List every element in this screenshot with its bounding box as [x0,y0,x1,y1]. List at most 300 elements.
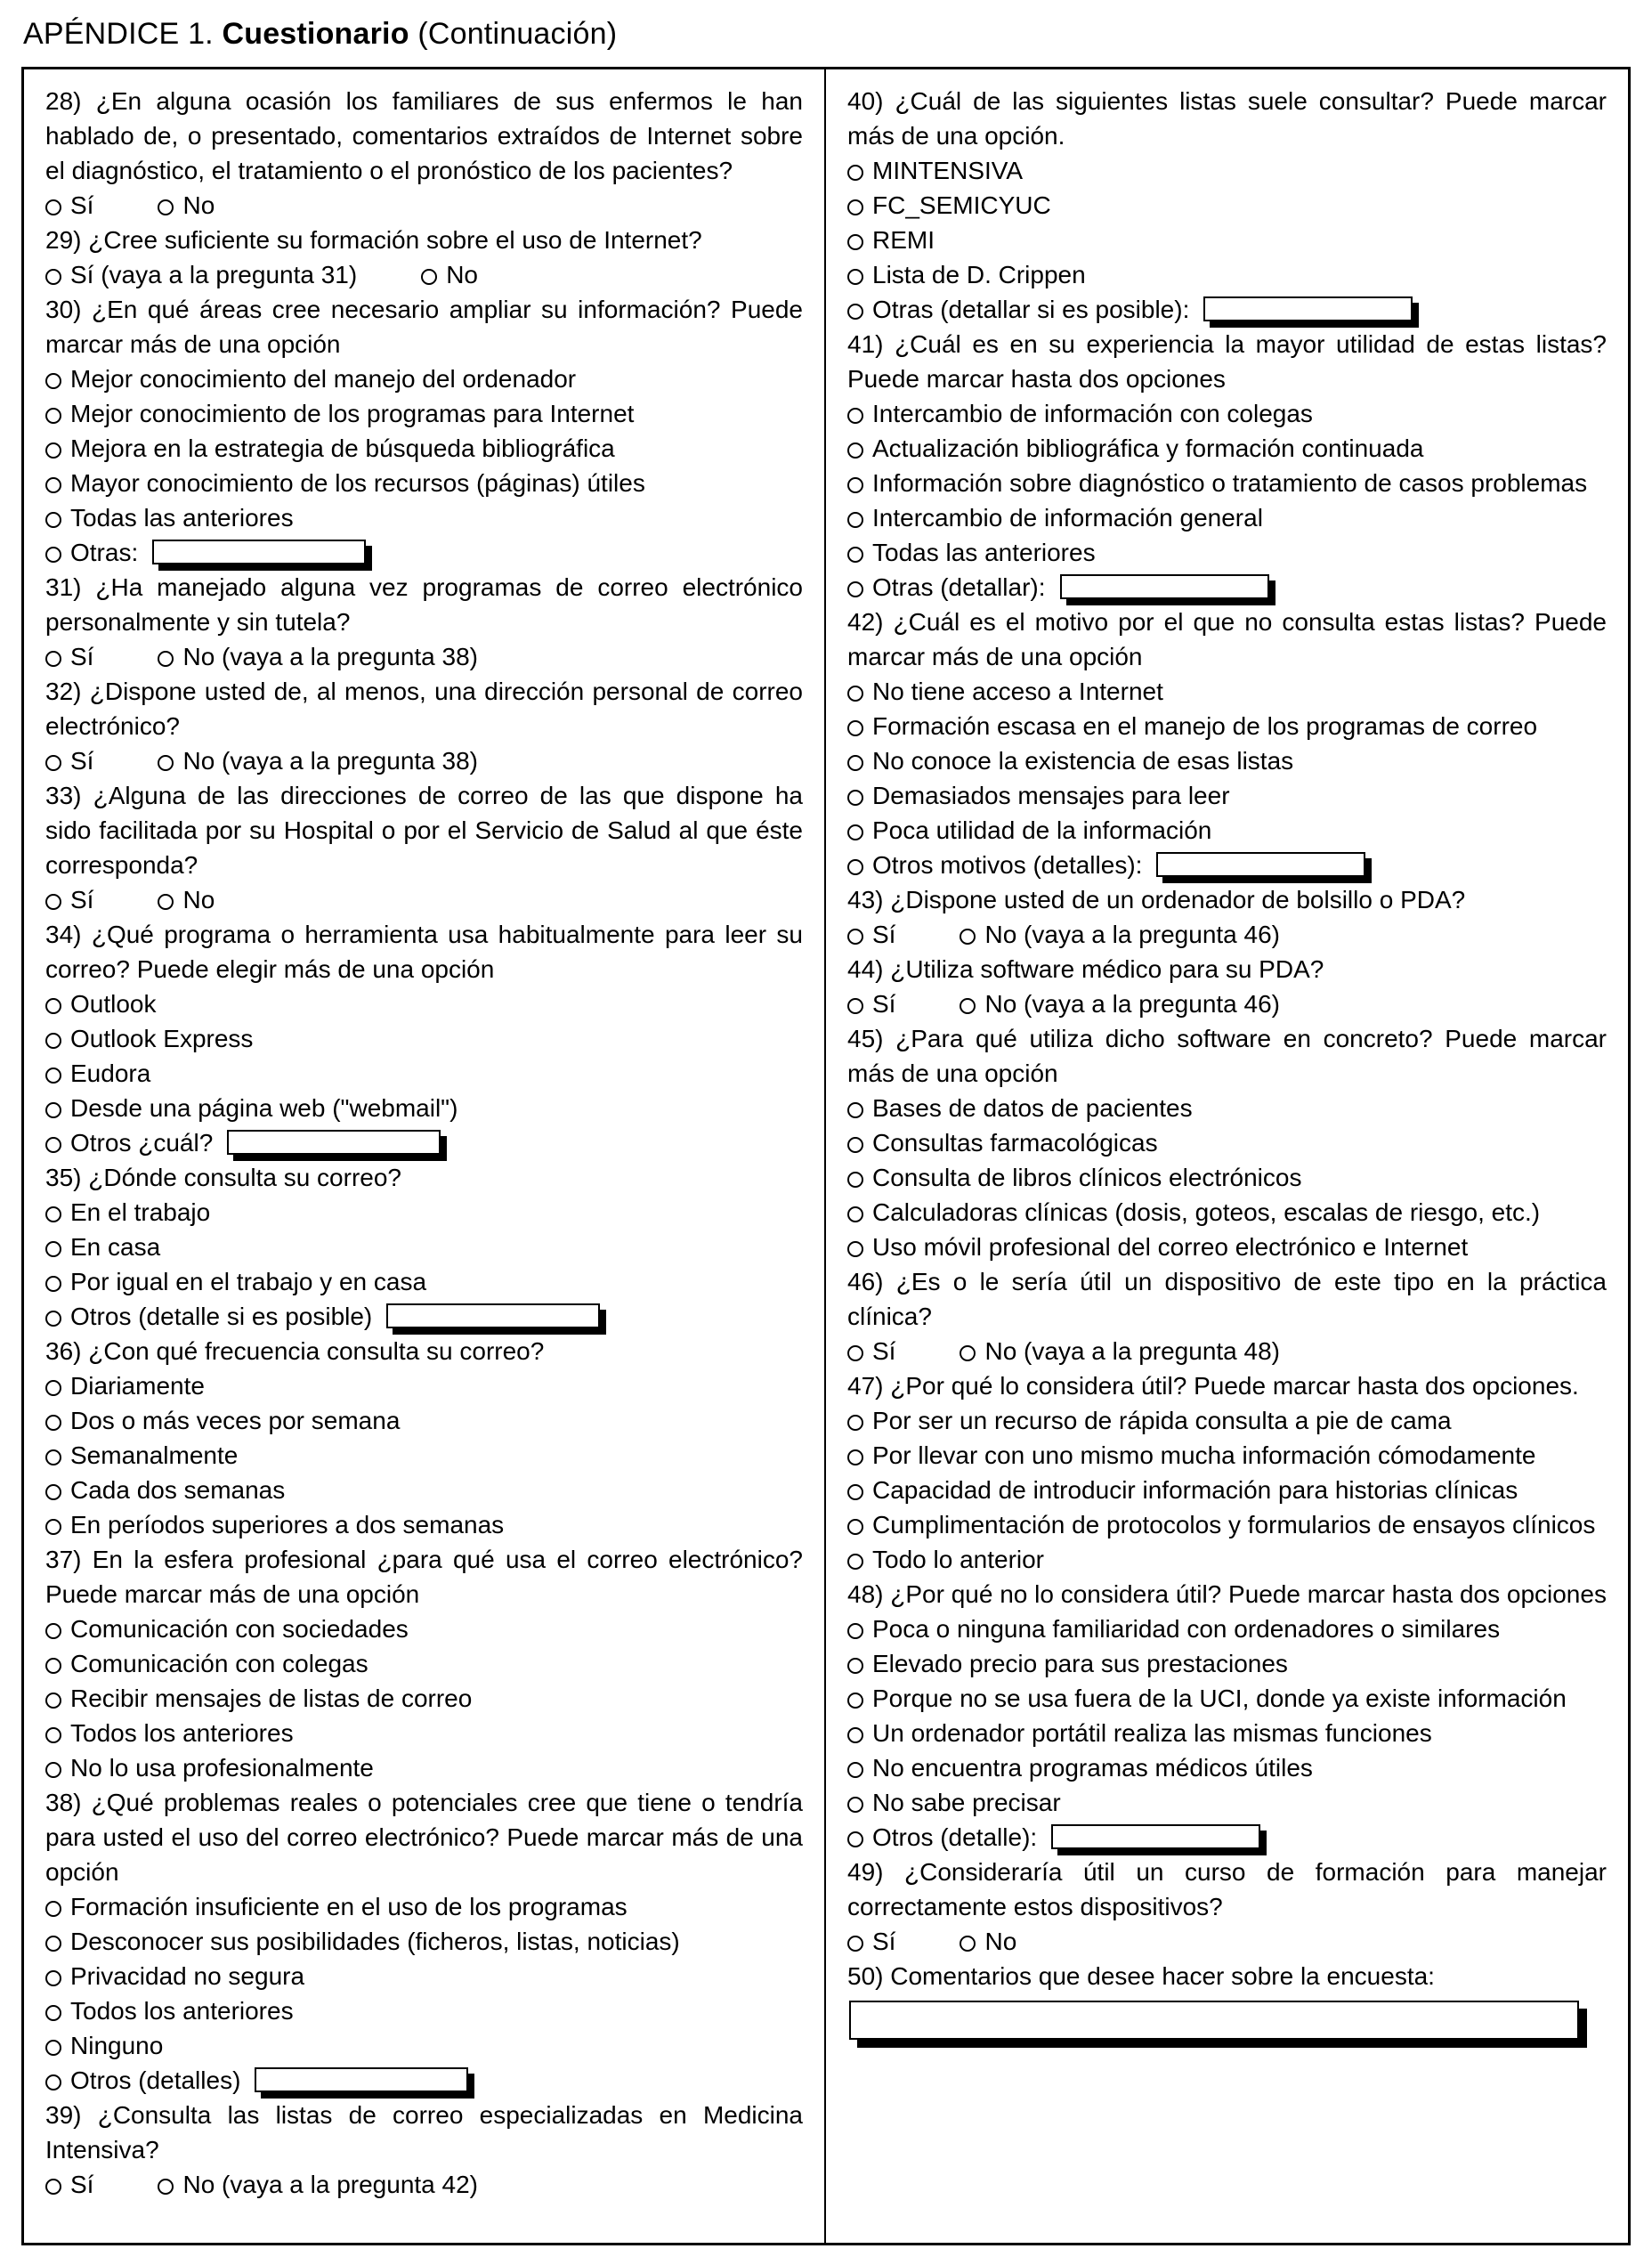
option-label: Otras: [70,538,139,566]
question-text: 42) ¿Cuál es el motivo por el que no consulta estas listas? Puede marcar más de una opción [847,607,1607,670]
radio-button-icon[interactable] [847,998,863,1014]
option-line [45,361,803,396]
radio-option[interactable] [45,1268,426,1295]
radio-option[interactable] [45,643,93,670]
option-label: No encuentra programas médicos útiles [872,1753,1313,1782]
option-label: Cada dos semanas [70,1475,286,1504]
question-block [45,1160,803,1334]
option-line [45,431,803,466]
option-line [45,1368,803,1403]
radio-option[interactable] [847,1928,895,1955]
answer-input-box[interactable] [255,2067,468,2092]
radio-option[interactable] [847,782,1230,809]
radio-button-icon[interactable] [847,1797,863,1813]
radio-option[interactable] [847,990,895,1018]
question-block [45,84,803,223]
option-line [45,535,803,570]
option-label: No (vaya a la pregunta 48) [984,1336,1280,1365]
radio-option[interactable] [45,1928,680,1955]
question-block [847,1264,1607,1368]
radio-option[interactable] [847,1546,1044,1573]
radio-option[interactable] [45,1511,504,1538]
radio-option[interactable] [847,296,1189,323]
option-line [45,882,803,917]
option-line [45,257,803,292]
option-line [847,1091,1607,1125]
question-block [847,882,1607,952]
option-label: Bases de datos de pacientes [872,1093,1193,1122]
radio-button-icon[interactable] [847,1727,863,1743]
radio-option[interactable] [847,1164,1301,1191]
radio-button-icon[interactable] [45,998,61,1014]
radio-option[interactable] [847,747,1293,775]
radio-button-icon[interactable] [847,1658,863,1674]
radio-button-icon[interactable] [45,651,61,667]
radio-option[interactable] [45,1962,304,1990]
radio-option[interactable] [960,921,1280,948]
radio-option[interactable] [847,678,1163,705]
question-text: 47) ¿Por qué lo considera útil? Puede marcar hasta dos opciones. [847,1371,1579,1400]
option-line [847,223,1607,257]
option-label: REMI [872,225,935,254]
radio-button-icon[interactable] [45,1901,61,1917]
radio-button-icon[interactable] [847,686,863,702]
radio-option[interactable] [45,1441,238,1469]
radio-option[interactable] [847,1337,895,1365]
radio-option[interactable] [847,400,1313,427]
option-line [45,1507,803,1542]
question-block [847,1368,1607,1577]
option-line [847,396,1607,431]
radio-button-icon[interactable] [45,1970,61,1986]
answer-input-box[interactable] [227,1130,441,1155]
option-label: No (vaya a la pregunta 46) [984,920,1280,948]
radio-option[interactable] [847,157,1023,184]
option-label: No lo usa profesionalmente [70,1753,374,1782]
radio-button-icon[interactable] [45,1311,61,1327]
option-label: Sí [872,920,896,948]
question-text: 32) ¿Dispone usted de, al menos, una dirección personal de correo electrónico? [45,677,803,740]
radio-button-icon[interactable] [45,1658,61,1674]
radio-option[interactable] [158,191,215,219]
answer-input-box[interactable] [1156,852,1365,877]
option-label: FC_SEMICYUC [872,191,1051,219]
radio-option[interactable] [847,1823,1037,1851]
radio-button-icon[interactable] [158,2179,174,2195]
radio-option[interactable] [45,191,93,219]
radio-button-icon[interactable] [45,1484,61,1500]
radio-option[interactable] [45,1025,253,1052]
radio-button-icon[interactable] [421,269,437,285]
option-label: Poca utilidad de la información [872,816,1212,844]
radio-option[interactable] [847,1685,1567,1712]
radio-button-icon[interactable] [847,234,863,250]
option-label: Otros ¿cuál? [70,1128,214,1157]
radio-option[interactable] [847,1441,1535,1469]
option-label: Un ordenador portátil realiza las mismas funciones [872,1718,1432,1747]
option-line [847,917,1607,952]
radio-option[interactable] [847,226,935,254]
question-block [45,1334,803,1542]
radio-option[interactable] [45,747,93,775]
radio-option[interactable] [847,1511,1595,1538]
question-block [45,292,803,570]
radio-button-icon[interactable] [45,1033,61,1049]
radio-option[interactable] [847,1407,1452,1434]
radio-button-icon[interactable] [847,1206,863,1222]
option-label: Sí [872,1927,896,1955]
option-label: Porque no se usa fuera de la UCI, donde ya existe información [872,1684,1567,1712]
radio-option[interactable] [847,1650,1288,1677]
option-line [45,1438,803,1473]
radio-button-icon[interactable] [45,547,61,563]
answer-input-box[interactable] [1203,296,1413,321]
question-block [847,1577,1607,1855]
radio-button-icon[interactable] [158,199,174,215]
question-block [45,1542,803,1785]
radio-button-icon[interactable] [158,651,174,667]
radio-button-icon[interactable] [45,1762,61,1778]
radio-button-icon[interactable] [158,894,174,910]
option-line [45,1473,803,1507]
radio-button-icon[interactable] [45,2074,61,2090]
radio-button-icon[interactable] [847,1449,863,1465]
radio-button-icon[interactable] [45,408,61,424]
radio-option[interactable] [847,1789,1061,1816]
radio-option[interactable] [45,1650,368,1677]
radio-button-icon[interactable] [45,2179,61,2195]
radio-button-icon[interactable] [45,2040,61,2056]
radio-button-icon[interactable] [847,755,863,771]
radio-option[interactable] [960,1337,1280,1365]
option-label: Elevado precio para sus prestaciones [872,1649,1288,1677]
option-line [45,1403,803,1438]
radio-button-icon[interactable] [960,1345,976,1361]
option-label: Calculadoras clínicas (dosis, goteos, escalas de riesgo, etc.) [872,1197,1541,1226]
radio-option[interactable] [847,469,1587,497]
answer-input-box[interactable] [152,540,366,564]
radio-button-icon[interactable] [847,199,863,215]
question-text: 45) ¿Para qué utiliza dicho software en concreto? Puede marcar más de una opción [847,1024,1607,1087]
option-label: Poca o ninguna familiaridad con ordenadores o similares [872,1614,1501,1643]
answer-input-box[interactable] [1060,574,1269,599]
option-label: Recibir mensajes de listas de correo [70,1684,473,1712]
radio-button-icon[interactable] [960,1936,976,1952]
option-line [45,188,803,223]
radio-option[interactable] [45,365,576,393]
question-text: 39) ¿Consulta las listas de correo especializadas en Medicina Intensiva? [45,2100,803,2164]
radio-button-icon[interactable] [45,373,61,389]
radio-button-icon[interactable] [847,1484,863,1500]
radio-option[interactable] [847,816,1211,844]
radio-option[interactable] [45,990,157,1018]
radio-option[interactable] [847,1476,1518,1504]
radio-option[interactable] [847,261,1086,288]
radio-button-icon[interactable] [847,269,863,285]
option-label: No conoce la existencia de esas listas [872,746,1294,775]
option-label: Sí [70,2170,94,2198]
radio-button-icon[interactable] [847,1241,863,1257]
option-line [847,1160,1607,1195]
radio-option[interactable] [45,1893,628,1920]
option-label: En períodos superiores a dos semanas [70,1510,505,1538]
question-block [45,778,803,917]
radio-option[interactable] [847,191,1051,219]
radio-option[interactable] [45,400,634,427]
radio-option[interactable] [45,261,357,288]
radio-button-icon[interactable] [45,1519,61,1535]
option-line [45,1021,803,1056]
option-line [847,709,1607,743]
radio-button-icon[interactable] [847,1693,863,1709]
question-text: 31) ¿Ha manejado alguna vez programas de correo electrónico personalmente y sin tutela? [45,572,803,636]
question-text: 29) ¿Cree suficiente su formación sobre el uso de Internet? [45,225,702,254]
option-line [45,1993,803,2028]
option-line [847,466,1607,500]
option-line [847,1924,1607,1959]
radio-option[interactable] [45,539,138,566]
radio-option[interactable] [847,539,1096,566]
radio-button-icon[interactable] [45,1102,61,1118]
option-label: Por ser un recurso de rápida consulta a pie de cama [872,1406,1452,1434]
radio-button-icon[interactable] [45,755,61,771]
option-line [45,500,803,535]
radio-option[interactable] [45,1372,205,1400]
radio-option[interactable] [847,851,1142,879]
option-line [847,2001,1607,2040]
option-line [45,743,803,778]
radio-button-icon[interactable] [847,824,863,840]
radio-option[interactable] [960,990,1280,1018]
answer-input-box[interactable] [849,2001,1579,2040]
option-label: Consultas farmacológicas [872,1128,1158,1157]
option-label: MINTENSIVA [872,156,1024,184]
radio-button-icon[interactable] [847,720,863,736]
radio-button-icon[interactable] [847,1831,863,1847]
radio-button-icon[interactable] [45,1276,61,1292]
radio-option[interactable] [847,1719,1432,1747]
radio-button-icon[interactable] [960,929,976,945]
option-line [847,743,1607,778]
option-label: Comunicación con sociedades [70,1614,409,1643]
radio-button-icon[interactable] [45,1241,61,1257]
radio-button-icon[interactable] [45,442,61,459]
option-label: Capacidad de introducir información para historias clínicas [872,1475,1518,1504]
option-label: Diariamente [70,1371,205,1400]
radio-button-icon[interactable] [847,477,863,493]
radio-button-icon[interactable] [847,929,863,945]
question-block [45,674,803,778]
radio-button-icon[interactable] [45,1693,61,1709]
option-label: Otros (detalles) [70,2066,241,2094]
option-label: Información sobre diagnóstico o tratamiento de casos problemas [872,468,1588,497]
radio-option[interactable] [45,434,615,462]
option-line [45,2028,803,2063]
radio-button-icon[interactable] [847,442,863,459]
option-label: Todas las anteriores [70,503,294,532]
answer-input-box[interactable] [1051,1824,1260,1849]
option-line [45,1299,803,1334]
option-label: Ninguno [70,2031,164,2059]
radio-option[interactable] [847,434,1423,462]
radio-button-icon[interactable] [847,304,863,320]
radio-option[interactable] [45,1615,409,1643]
option-line [45,1716,803,1750]
option-line [45,1230,803,1264]
radio-button-icon[interactable] [847,581,863,597]
radio-option[interactable] [960,1928,1016,1955]
radio-button-icon[interactable] [847,1936,863,1952]
radio-option[interactable] [45,1476,285,1504]
option-label: Formación escasa en el manejo de los programas de correo [872,711,1538,740]
option-label: Comunicación con colegas [70,1649,368,1677]
option-line [847,1125,1607,1160]
option-line [45,1750,803,1785]
radio-button-icon[interactable] [847,1519,863,1535]
question-text: 40) ¿Cuál de las siguientes listas suele consultar? Puede marcar más de una opción. [847,86,1607,150]
radio-button-icon[interactable] [847,165,863,181]
radio-option[interactable] [45,1407,400,1434]
option-label: No [984,1927,1017,1955]
option-label: Consulta de libros clínicos electrónicos [872,1163,1302,1191]
answer-input-box[interactable] [386,1303,600,1328]
radio-button-icon[interactable] [847,790,863,806]
radio-option[interactable] [158,2171,478,2198]
option-label: Outlook [70,989,157,1018]
option-line [847,1681,1607,1716]
radio-option[interactable] [45,1198,210,1226]
question-block [847,1959,1607,2040]
radio-button-icon[interactable] [847,1762,863,1778]
radio-option[interactable] [847,1754,1313,1782]
radio-option[interactable] [45,2171,93,2198]
radio-option[interactable] [45,1303,372,1330]
radio-option[interactable] [45,2066,240,2094]
radio-option[interactable] [45,886,93,913]
option-line [847,1820,1607,1855]
right-column [826,69,1628,2243]
radio-option[interactable] [45,1719,294,1747]
radio-option[interactable] [45,504,294,532]
option-line [847,1750,1607,1785]
option-label: Demasiados mensajes para leer [872,781,1230,809]
radio-option[interactable] [847,504,1263,532]
radio-button-icon[interactable] [45,1137,61,1153]
radio-option[interactable] [847,1129,1158,1157]
radio-button-icon[interactable] [847,1623,863,1639]
radio-button-icon[interactable] [847,408,863,424]
option-line [45,466,803,500]
question-text: 35) ¿Dónde consulta su correo? [45,1163,401,1191]
radio-option[interactable] [45,1059,150,1087]
radio-button-icon[interactable] [847,1172,863,1188]
radio-option[interactable] [847,1233,1468,1261]
radio-button-icon[interactable] [960,998,976,1014]
option-line [45,1611,803,1646]
radio-button-icon[interactable] [847,1554,863,1570]
radio-button-icon[interactable] [847,512,863,528]
radio-button-icon[interactable] [45,199,61,215]
option-label: Uso móvil profesional del correo electrónico e Internet [872,1232,1469,1261]
question-text: 33) ¿Alguna de las direcciones de correo de las que dispone ha sido facilitada por su Hospital o por el Servicio de Salud al que éste corresponda? [45,781,803,879]
radio-button-icon[interactable] [45,1449,61,1465]
option-label: No [182,885,215,913]
radio-button-icon[interactable] [45,477,61,493]
question-block [847,1855,1607,1959]
option-label: Todo lo anterior [872,1545,1045,1573]
radio-option[interactable] [45,469,645,497]
option-label: Sí [70,885,94,913]
option-label: Sí [70,191,94,219]
radio-button-icon[interactable] [45,1936,61,1952]
radio-option[interactable] [158,747,478,775]
option-label: Sí [70,642,94,670]
radio-option[interactable] [847,573,1046,601]
radio-button-icon[interactable] [45,2005,61,2021]
question-text: 41) ¿Cuál es en su experiencia la mayor utilidad de estas listas? Puede marcar hasta dos opciones [847,329,1607,393]
radio-button-icon[interactable] [847,1102,863,1118]
radio-option[interactable] [847,1094,1193,1122]
radio-option[interactable] [45,2032,163,2059]
option-line [847,1646,1607,1681]
radio-button-icon[interactable] [45,1727,61,1743]
radio-button-icon[interactable] [45,269,61,285]
radio-option[interactable] [45,1094,458,1122]
option-line [847,1438,1607,1473]
radio-option[interactable] [847,921,895,948]
title-suffix: (Continuación) [409,17,618,51]
radio-option[interactable] [847,1615,1500,1643]
radio-button-icon[interactable] [847,1137,863,1153]
question-block [45,223,803,292]
radio-option[interactable] [45,1754,374,1782]
option-line [847,292,1607,327]
radio-button-icon[interactable] [45,1206,61,1222]
radio-button-icon[interactable] [45,512,61,528]
radio-button-icon[interactable] [847,547,863,563]
radio-button-icon[interactable] [158,755,174,771]
radio-option[interactable] [421,261,478,288]
radio-button-icon[interactable] [45,894,61,910]
question-block [45,570,803,674]
radio-button-icon[interactable] [45,1623,61,1639]
option-line [847,153,1607,188]
radio-button-icon[interactable] [45,1380,61,1396]
radio-option[interactable] [45,1129,213,1157]
radio-button-icon[interactable] [847,1415,863,1431]
radio-option[interactable] [158,886,215,913]
option-line [847,500,1607,535]
radio-button-icon[interactable] [847,1345,863,1361]
question-block [847,1021,1607,1264]
radio-option[interactable] [158,643,478,670]
option-line [45,1056,803,1091]
option-line [847,188,1607,223]
radio-button-icon[interactable] [45,1415,61,1431]
radio-option[interactable] [847,1198,1540,1226]
radio-option[interactable] [847,712,1537,740]
radio-option[interactable] [45,1997,294,2025]
option-line [45,2063,803,2098]
question-block [45,1785,803,2098]
radio-button-icon[interactable] [45,1068,61,1084]
radio-option[interactable] [45,1233,160,1261]
option-line [45,1125,803,1160]
radio-button-icon[interactable] [847,859,863,875]
radio-option[interactable] [45,1685,472,1712]
option-label: Cumplimentación de protocolos y formularios de ensayos clínicos [872,1510,1596,1538]
title-main: Cuestionario [222,17,409,51]
